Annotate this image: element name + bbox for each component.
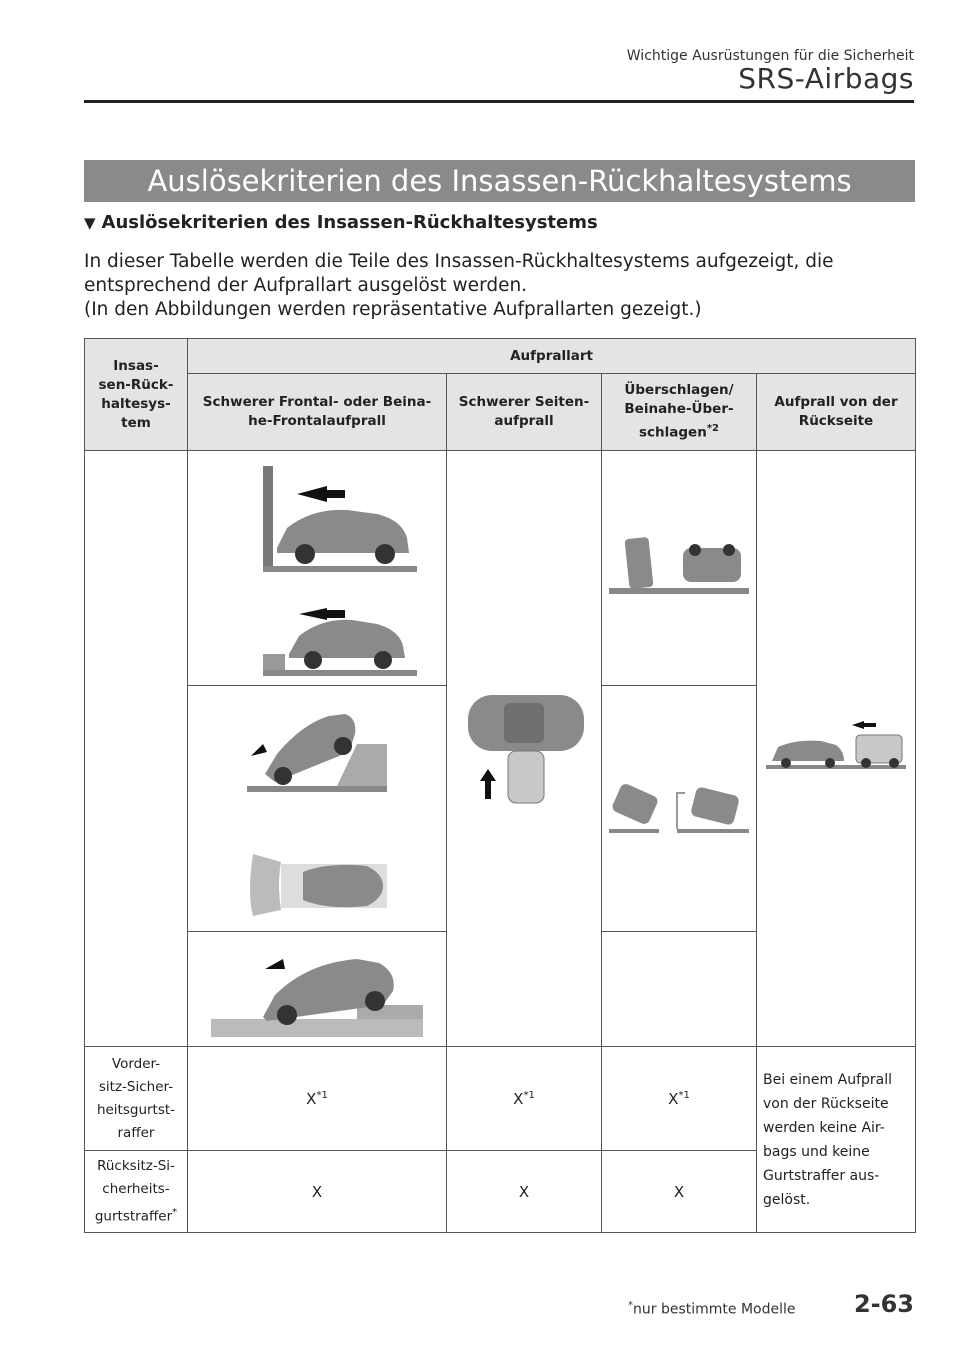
note-line: Bei einem Aufprall [763, 1071, 893, 1088]
side-impact-illustration [454, 689, 594, 809]
mark-text: X [668, 1089, 679, 1108]
page-title-banner: Auslösekriterien des Insassen-Rückhaltesystems [84, 160, 915, 202]
note-line: Gurtstraffer aus- [763, 1167, 880, 1184]
front-pretensioner-frontal [188, 1047, 447, 1151]
chapter-title: SRS-Airbags [738, 62, 914, 95]
header-line: Rückseite [798, 413, 874, 429]
footnote-text: nur bestimmte Modelle [633, 1301, 796, 1318]
note-line: gelöst. [763, 1191, 811, 1208]
frontal-ramp-crash-illustration [217, 694, 417, 924]
row-label-line: heitsgurtst- [96, 1101, 176, 1118]
header-line: haltesys- [101, 395, 171, 412]
impact-type-header: Aufprallart [188, 339, 916, 374]
subheading [84, 212, 598, 233]
intro-line: In dieser Tabelle werden die Teile des Insassen-Rückhaltesystems aufgezeigt, die [84, 251, 834, 272]
rear-pretensioner-side [447, 1151, 602, 1233]
header-line: aufprall [494, 413, 554, 429]
triangle-down-icon: ▼ [84, 214, 96, 232]
empty-system-cell [85, 451, 188, 1047]
frontal-illustration-cell-3 [188, 932, 447, 1047]
header-line: Insas- [113, 357, 159, 374]
intro-paragraph [84, 250, 914, 322]
header-text: schlagen [638, 424, 707, 441]
row-label-line: sitz-Sicher- [98, 1078, 174, 1095]
row-label-line: raffer [117, 1124, 155, 1141]
subheading-text: Auslösekriterien des Insassen-Rückhaltesystems [101, 212, 598, 233]
rear-impact-note [757, 1047, 916, 1233]
row-label-text: gurtstraffer [94, 1208, 173, 1225]
side-illustration-cell [447, 451, 602, 1047]
rollover-illustration [609, 528, 749, 608]
rollover-illustration-cell [602, 451, 757, 686]
frontal-step-crash-illustration [207, 939, 427, 1039]
side-column-header [447, 374, 602, 451]
row-label-line: Rücksitz-Si- [97, 1157, 175, 1174]
header-line: Schwerer Frontal- oder Beina- [202, 394, 432, 410]
footnote-marker: *1 [523, 1089, 535, 1101]
footnote [628, 1300, 796, 1318]
footnote-star: * [628, 1300, 633, 1311]
footnote-marker: *1 [316, 1089, 328, 1101]
note-line: werden keine Air- [763, 1119, 885, 1136]
header-line: Überschlagen/ [624, 382, 734, 399]
note-line: bags und keine [763, 1143, 870, 1160]
header-line: Schwerer Seiten- [458, 394, 590, 410]
header-rule [84, 100, 914, 103]
criteria-table [84, 338, 916, 1233]
front-pretensioner-side [447, 1047, 602, 1151]
row-label-line: Vorder- [111, 1055, 161, 1072]
rear-impact-illustration [766, 719, 906, 779]
header-line [602, 419, 756, 443]
rear-pretensioner-frontal [188, 1151, 447, 1233]
mark-text: X [311, 1182, 323, 1201]
frontal-column-header [188, 374, 447, 451]
mark-text: X [513, 1089, 524, 1108]
row-label-line: cherheits- [102, 1180, 170, 1197]
frontal-illustration-cell [188, 451, 447, 686]
frontal-wall-crash-illustration [217, 458, 417, 678]
rear-illustration-cell [757, 451, 916, 1047]
near-rollover-illustration [609, 779, 749, 839]
header-line: tem [121, 414, 151, 431]
header-line: Beinahe-Über- [624, 401, 734, 418]
footnote-marker: * [172, 1206, 178, 1218]
rollover-illustration-cell-2 [602, 686, 757, 932]
footnote-marker: *1 [678, 1089, 690, 1101]
system-column-header [85, 339, 188, 451]
footnote-marker: *2 [706, 423, 719, 435]
mark-text: X [673, 1182, 685, 1201]
frontal-illustration-cell-2 [188, 686, 447, 932]
rear-column-header [757, 374, 916, 451]
mark-text: X [306, 1089, 317, 1108]
front-pretensioner-rollover [602, 1047, 757, 1151]
page-number: 2-63 [853, 1290, 914, 1318]
note-line: von der Rückseite [763, 1095, 889, 1112]
header-line: sen-Rück- [98, 376, 174, 393]
rollover-column-header [602, 374, 757, 451]
rear-pretensioner-rollover [602, 1151, 757, 1233]
intro-line: entsprechend der Aufprallart ausgelöst werden. [84, 275, 528, 296]
row-label-line [85, 1201, 187, 1229]
row-label-front-pretensioner [85, 1047, 188, 1151]
header-line: Aufprall von der [774, 394, 898, 410]
header-line: he-Frontalaufprall [248, 413, 386, 429]
row-label-rear-pretensioner [85, 1151, 188, 1233]
mark-text: X [518, 1182, 530, 1201]
section-label: Wichtige Ausrüstungen für die Sicherheit [626, 48, 914, 64]
intro-line: (In den Abbildungen werden repräsentative Aufprallarten gezeigt.) [84, 299, 702, 320]
